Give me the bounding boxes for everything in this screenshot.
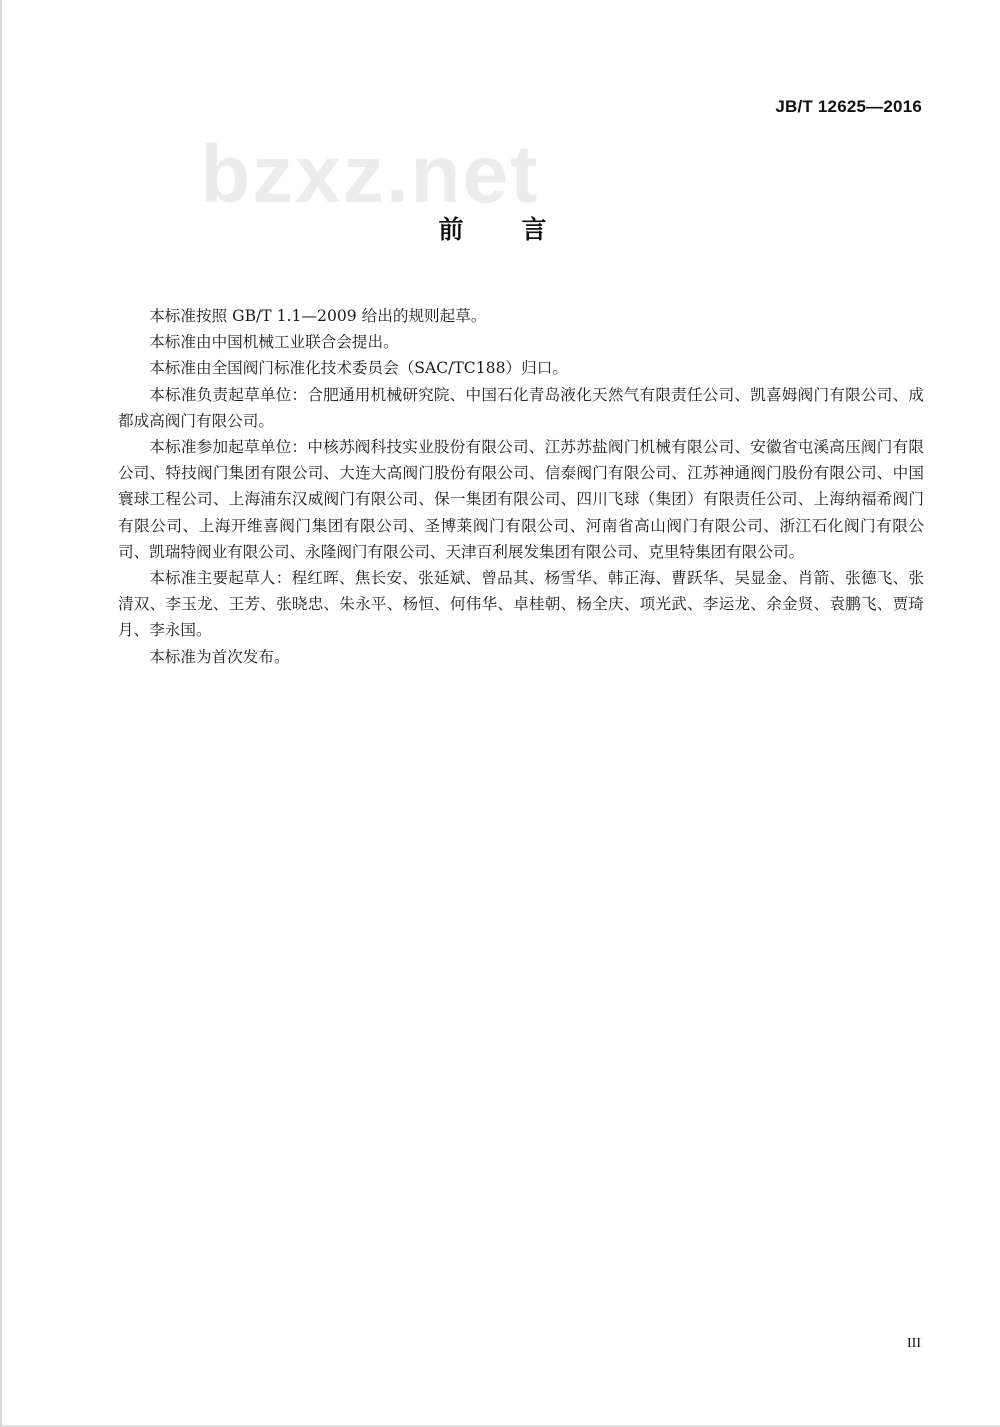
page-number: III <box>907 1336 921 1351</box>
paragraph-centralized-by: 本标准由全国阀门标准化技术委员会（SAC/TC188）归口。 <box>149 359 568 378</box>
paragraph-lead-drafters: 本标准负责起草单位：合肥通用机械研究院、中国石化青岛液化天然气有限责任公司、凯喜姆阀门有限公司、成都成高阀门有限公司。 <box>118 385 924 430</box>
paragraph-main-drafters: 本标准主要起草人：程红晖、焦长安、张延斌、曾品其、杨雪华、韩正海、曹跃华、吴显金、肖箭、张德飞、张清双、李玉龙、王芳、张晓忠、朱永平、杨恒、何伟华、卓桂朝、杨全庆、项光武、李运龙、余金贤、袁鹏飞、贾琦月、李永国。 <box>118 569 924 640</box>
page-title: 前言 <box>438 215 605 244</box>
paragraph-proposed-by: 本标准由中国机械工业联合会提出。 <box>149 333 399 352</box>
watermark: bzxz.net <box>200 129 540 220</box>
foreword-body <box>118 303 924 670</box>
paragraph-drafting-rules: 本标准按照 GB/T 1.1—2009 给出的规则起草。 <box>149 307 487 325</box>
standard-number: JB/T 12625—2016 <box>775 97 922 116</box>
paragraph-first-release: 本标准为首次发布。 <box>149 647 290 666</box>
paragraph-participating-drafters: 本标准参加起草单位：中核苏阀科技实业股份有限公司、江苏苏盐阀门机械有限公司、安徽省屯溪高压阀门有限公司、特技阀门集团有限公司、大连大高阀门股份有限公司、信泰阀门有限公司、江苏神通阀门股份有限公司、中国寰球工程公司、上海浦东汉威阀门有限公司、保一集团有限公司、四川飞球（集团）有限责任公司、上海纳福希阀门有限公司、上海开维喜阀门集团有限公司、圣博莱阀门有限公司、河南省高山阀门有限公司、浙江石化阀门有限公司、凯瑞特阀业有限公司、永隆阀门有限公司、天津百利展发集团有限公司、克里特集团有限公司。 <box>118 438 924 561</box>
